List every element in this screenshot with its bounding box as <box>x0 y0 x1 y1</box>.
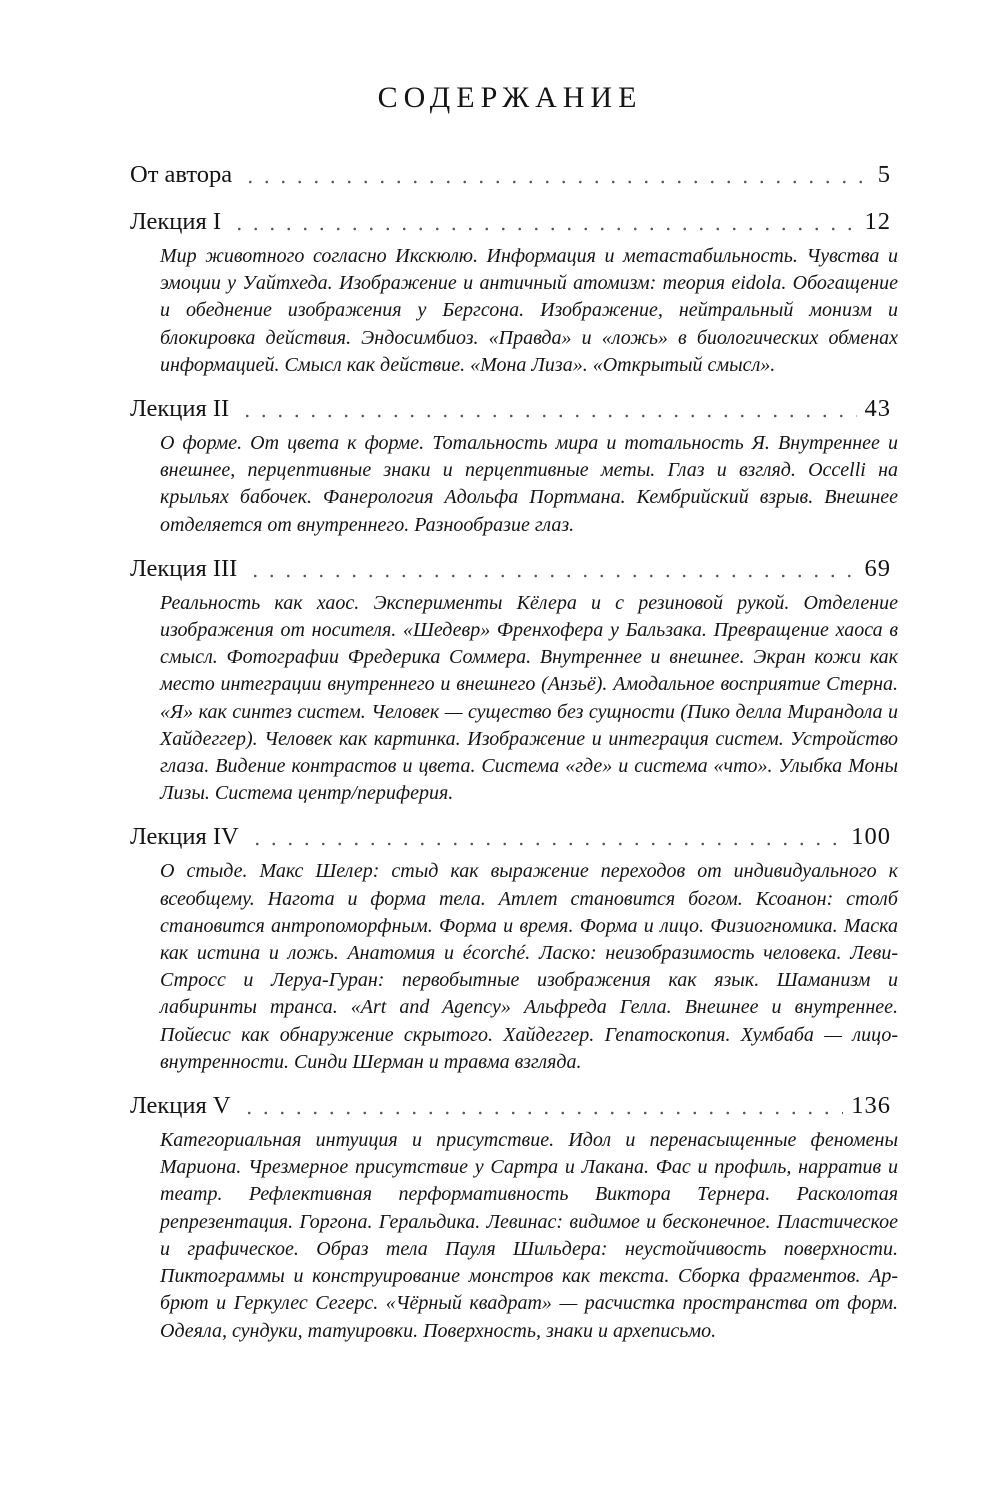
toc-entry-label: Лекция V <box>130 1092 231 1120</box>
toc-entry-head <box>130 820 895 854</box>
toc-entry-head <box>130 392 895 426</box>
toc-entry-lecture-4[interactable] <box>130 820 898 1076</box>
toc-entry-description: О форме. От цвета к форме. Тотальность мира и тотальность Я. Внутреннее и внешнее, перцептивные знаки и перцептивные меты. Глаз и взгляд. Occelli на крыльях бабочек. Фанерология Адольфа Портмана. Кембрийский взрыв. Внешнее отделяется от внутреннего. Разнообразие глаз. <box>160 432 898 536</box>
page <box>130 0 898 1358</box>
toc-entry-description: Реальность как хаос. Эксперименты Кёлера и с резиновой рукой. Отделение изображения от носителя. «Шедевр» Френхофера у Бальзака. Превращение хаоса в смысл. Фотографии Фредерика Соммера. Внутреннее и внешнее. Экран кожи как место интеграции внутреннего и внешнего (Анзьё). Амодальное восприятие Стерна. «Я» как синтез систем. Человек — существо без сущности (Пико делла Мирандола и Хайдеггер). Человек как картинка. Изображение и интеграция систем. Устройство глаза. Видение контрастов и цвета. Система «где» и система «что». Улыбка Моны Лизы. Система центр/периферия. <box>160 591 898 805</box>
toc-entry-page: 69 <box>864 554 891 582</box>
toc-entry-page: 5 <box>877 161 891 188</box>
dot-leader <box>247 573 856 579</box>
dot-leader <box>231 226 856 232</box>
toc-entry-description: Категориальная интуиция и присутствие. Идол и перенасыщенные феномены Мариона. Чрезмерное присутствие у Сартра и Лакана. Фас и профиль, нарратив и театр. Рефлективная перформативность Виктора Тернера. Расколотая репрезентация. Горгона. Геральдика. Левинас: видимое и бесконечное. Пластическое и графическое. Образ тела Пауля Шильдера: неустойчивость поверхности. Пиктограммы и конструирование монстров как текста. Сборка фрагментов. Ар-брют и Геркулес Сегерс. «Чёрный квадрат» — расчистка пространства от форм. Одеяла, сундуки, татуировки. Поверхность, знаки и археписьмо. <box>160 1129 898 1342</box>
toc-entry-label: Лекция III <box>130 554 238 582</box>
dot-leader <box>249 841 844 847</box>
toc-entry-author[interactable] <box>130 158 895 192</box>
toc-entry-page: 43 <box>864 395 891 423</box>
toc-entry-page: 136 <box>851 1092 891 1120</box>
dot-leader <box>241 1110 844 1116</box>
toc-entry-page: 100 <box>851 823 891 851</box>
toc-entry-description: О стыде. Макс Шелер: стыд как выражение переходов от индивидуального к всеобщему. Нагота и форма тела. Атлет становится богом. Ксоанон: столб становится антропоморфным. Форма и время. Форма и лицо. Физиогномика. Маска как истина и ложь. Анатомия и écorché. Ласко: неизобразимость человека. Леви-Стросс и Леруа-Гуран: первобытные изображения как язык. Шаманизм и лабиринты транса. «Art and Agency» Альфреда Гелла. Внешнее и внутреннее. Пойесис как обнаружение скрытого. Хайдеггер. Гепатоскопия. Хумбаба — лицо-внутренности. Синди Шерман и травма взгляда. <box>160 860 898 1073</box>
toc-entry-label: От автора <box>130 161 233 188</box>
toc-entry-label: Лекция IV <box>130 823 239 851</box>
toc-entry-head <box>130 1089 895 1123</box>
toc-entry-lecture-2[interactable] <box>130 392 898 539</box>
toc-entry-page: 12 <box>864 208 891 235</box>
toc-entry-label: Лекция II <box>130 395 230 423</box>
toc-entry-head <box>130 552 895 586</box>
toc-entry-head <box>130 158 895 192</box>
dot-leader <box>239 413 856 419</box>
toc-list <box>130 158 898 1345</box>
toc-entry-lecture-3[interactable] <box>130 552 898 808</box>
page-title: СОДЕРЖАНИЕ <box>377 81 643 114</box>
toc-entry-description: Мир животного согласно Икскюлю. Информация и метастабильность. Чувства и эмоции у Уайтхеда. Изображение и античный атомизм: теория eidola. Обогащение и обеднение изображения у Бергсона. Изображение, нейтральный монизм и блокировка действия. Эндосимбиоз. «Правда» и «ложь» в биологических обменах информацией. Смысл как действие. «Мона Лиза». «Открытый смысл». <box>160 245 898 376</box>
dot-leader <box>242 179 870 185</box>
toc-entry-label: Лекция I <box>130 208 222 235</box>
toc-entry-lecture-1[interactable] <box>130 205 898 379</box>
toc-entry-lecture-5[interactable] <box>130 1089 898 1345</box>
toc-entry-head <box>130 205 895 239</box>
